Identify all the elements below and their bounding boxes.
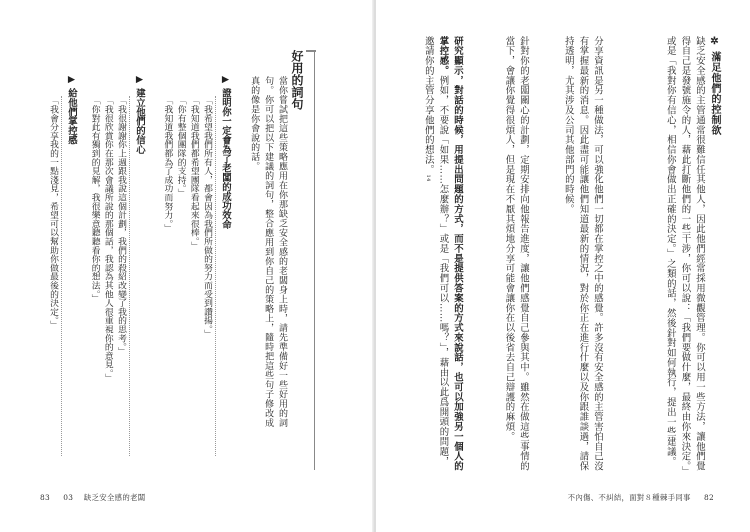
quote: 「你有整個團隊的支持。」 [175, 96, 186, 198]
emphasis-text: 研究顯示，對話的時候，用提出問題的方式，而不是提供答案的方式來說話，也可以加強另一個人的掌控感。 [437, 36, 463, 472]
quote: 「我希望我們所有人，都會因為我們所做的努力而受到讚揚。」 [202, 96, 212, 338]
book-title: 不內傷、不糾結，面對８種棘手同事 [567, 493, 691, 502]
quote: 「我很謝謝你上週跟我說這個計劃，我們的殺紹改變了我的思考。」 [116, 96, 126, 356]
chapter-title: 缺乏安全感的老闆 [83, 493, 146, 502]
body-paragraph-2: 分享資訊是另一種做法，可以強化他們一切都在掌控之中的感覺。許多沒有安全感的主管害怕自己沒有掌握最新的消息。因此盡可能讓他們知道最新的情況，對於你正在進行什麼以及你跟誰談過，請保持透明，尤其涉及公司其他部門的時候。 [562, 36, 603, 472]
quote: 「我知道我們都希望團隊看起來很棒。」 [188, 96, 199, 250]
page-number: 83 [40, 493, 51, 502]
left-page [0, 0, 374, 532]
right-page [376, 0, 750, 532]
left-footer [40, 492, 145, 503]
body-paragraph-3: 針對你的老闆關心的計劃，定期安排向他報告進度，讓他們感覺自己參與其中。雖然在做這些事情的當下，會讓你覺得很煩人，但是現在不厭其煩地分享可能會讓你在以後省去自己辯護的麻煩。 [503, 36, 529, 472]
body-paragraph-1: 缺乏安全感的主管通常很難信任其他人，因此他們經常採用微觀管理。你可以用一些方法，讓他們覺得自己是發號施令的人，藉此打斷他們的一些干涉，你可以說：「我們要做什麼，最終由你來決定。」或是「我對你有信心，相信你會做出正確的決定。」之類的話，然後針對如何執行，提出一些建議。 [664, 36, 705, 472]
quote: 「我會分享我的一點淺見，希望可以幫助你做最後的決定。」 [48, 96, 58, 330]
box-intro: 當你嘗試把這些策略應用在你那缺乏安全感的老闆身上時，請先準備好一些好用的詞句。你可以把以下建議的詞句，整合應用到你自己的策略上，隨時把這些句子修改成真的像是你會說的話。 [249, 76, 287, 428]
page-number: 82 [703, 493, 714, 502]
right-footer [568, 492, 714, 503]
section-heading: ✲ 滿足他們的控制欲 [709, 36, 720, 136]
body-text: 例如，不要說「如果……怎麼辦？」或是「我們可以……嗎？」，藉由以此爲開頭的問題，邀請你的主管分享他們的想法。 [422, 36, 449, 467]
quote-list [46, 96, 62, 456]
body-paragraph-4 [402, 36, 464, 476]
quote-list [87, 96, 130, 456]
footnote-mark: 14 [424, 174, 431, 182]
box-heading: 好用的詞句 [290, 50, 304, 110]
quote: 「你對此有獨到的見解，我很樂意聽聽看你的想法。」 [89, 96, 100, 303]
section-prove-service [160, 74, 232, 464]
quote: 「我知道我們都為了成功而努力。」 [162, 96, 173, 233]
quote-list [160, 96, 216, 456]
section-title: ▶ 給他們掌控感 [66, 74, 77, 145]
section-build-confidence [87, 74, 146, 464]
quote: 「我很欣賞你在那次會議所說的那個話，我認為其他人很重視你的意見。」 [102, 96, 113, 382]
chapter-number: 03 [63, 493, 74, 502]
section-title: ▶ 證明你一定會為了老闆的成功效命 [220, 74, 231, 230]
section-title: ▶ 建立他們的信心 [134, 74, 145, 154]
section-give-control [46, 74, 78, 464]
useful-phrases-box [36, 50, 315, 470]
box-corner-rule [306, 50, 316, 52]
